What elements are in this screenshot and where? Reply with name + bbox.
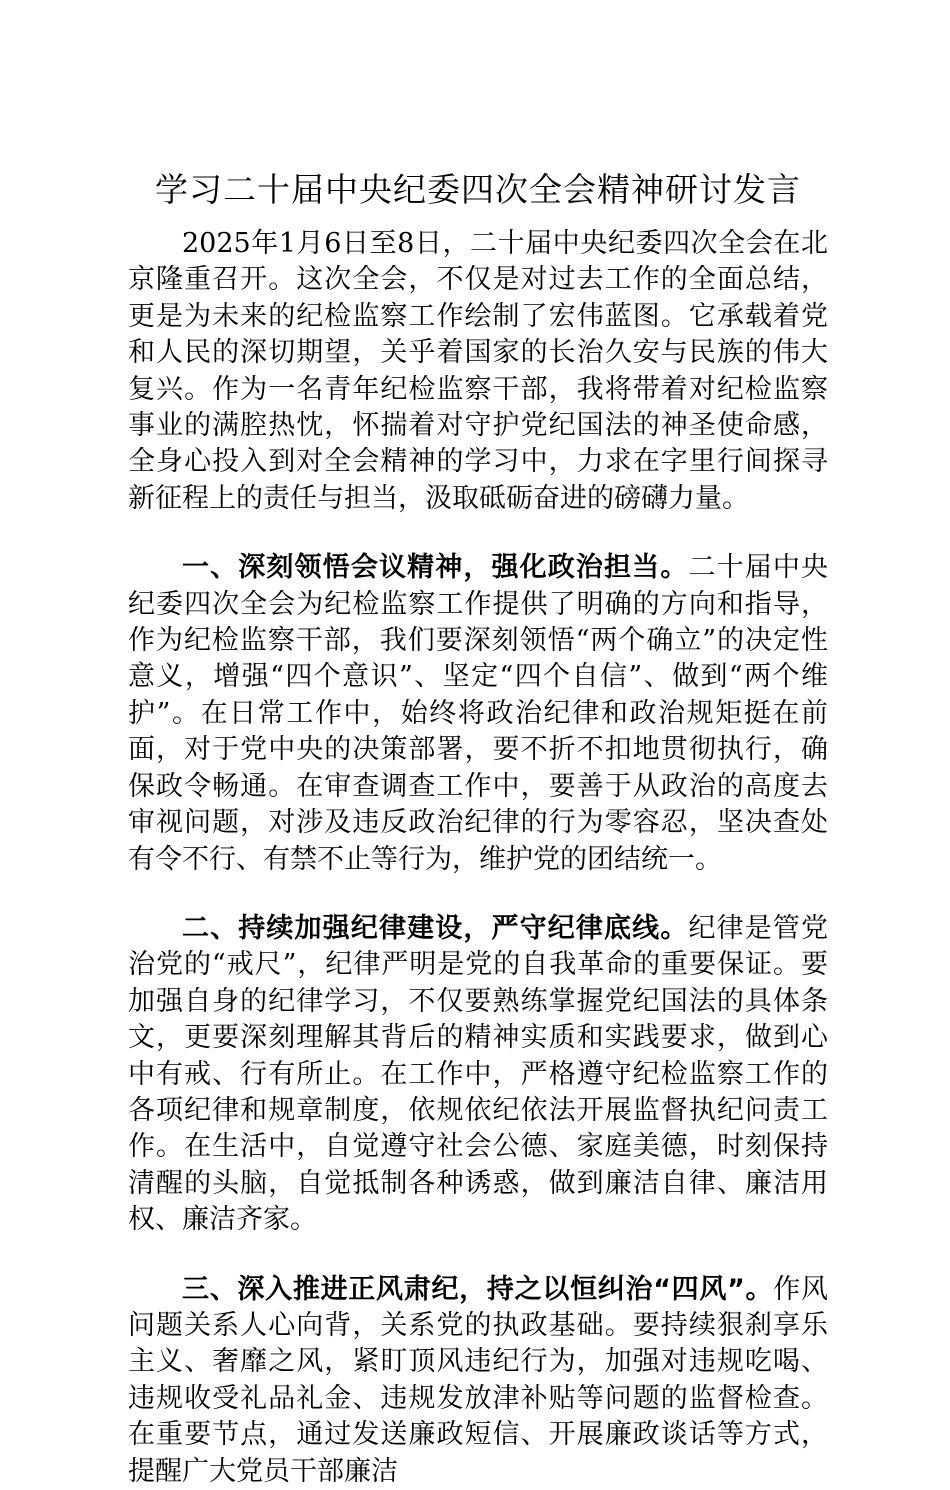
section-one-paragraph <box>128 550 828 878</box>
section-two-heading: 二、持续加强纪律建设，严守纪律底线。 <box>182 912 689 944</box>
paragraph-body: 作风问题关系人心向背，关系党的执政基础。要持续狠刹享乐主义、奢靡之风，紧盯顶风违纪行为，加强对违规吃喝、违规收受礼品礼金、违规发放津补贴等问题的监督检查。在重要节点，通过发送廉政短信、开展廉政谈话等方式，提醒广大党员干部廉洁 <box>128 1273 828 1487</box>
intro-paragraph <box>128 226 828 517</box>
paragraph-body: 纪律是管党治党的“戒尺”，纪律严明是党的自我革命的重要保证。要加强自身的纪律学习，不仅要熟练掌握党纪国法的具体条文，更要深刻理解其背后的精神实质和实践要求，做到心中有戒、行有所止。在工作中，严格遵守纪检监察工作的各项纪律和规章制度，依规依纪依法开展监督执纪问责工作。在生活中，自觉遵守社会公德、家庭美德，时刻保持清醒的头脑，自觉抵制各种诱惑，做到廉洁自律、廉洁用权、廉洁齐家。 <box>128 912 829 1236</box>
document-title: 学习二十届中央纪委四次全会精神研讨发言 <box>155 170 801 209</box>
section-three-heading: 三、深入推进正风肃纪，持之以恒纠治“四风”。 <box>182 1273 774 1305</box>
paragraph-body: 二十届中央纪委四次全会为纪检监察工作提供了明确的方向和指导，作为纪检监察干部，我们要深刻领悟“两个确立”的决定性意义，增强“四个意识”、坚定“四个自信”、做到“两个维护”。在日常工作中，始终将政治纪律和政治规矩挺在前面，对于党中央的决策部署，要不折不扣地贯彻执行，确保政令畅通。在审查调查工作中，要善于从政治的高度去审视问题，对涉及违反政治纪律的行为零容忍，坚决查处有令不行、有禁不止等行为，维护党的团结统一。 <box>128 552 829 875</box>
section-two-paragraph <box>128 911 828 1239</box>
document-page <box>128 168 828 1490</box>
section-three-paragraph <box>128 1272 828 1490</box>
paragraph-body: 2025年1月6日至8日，二十届中央纪委四次全会在北京隆重召开。这次全会，不仅是对过去工作的全面总结，更是为未来的纪检监察工作绘制了宏伟蓝图。它承载着党和人民的深切期望，关乎着国家的长治久安与民族的伟大复兴。作为一名青年纪检监察干部，我将带着对纪检监察事业的满腔热忱，怀揣着对守护党纪国法的神圣使命感，全身心投入到对全会精神的学习中，力求在字里行间探寻新征程上的责任与担当，汲取砥砺奋进的磅礴力量。 <box>128 228 828 514</box>
section-one-heading: 一、深刻领悟会议精神，强化政治担当。 <box>182 552 689 584</box>
